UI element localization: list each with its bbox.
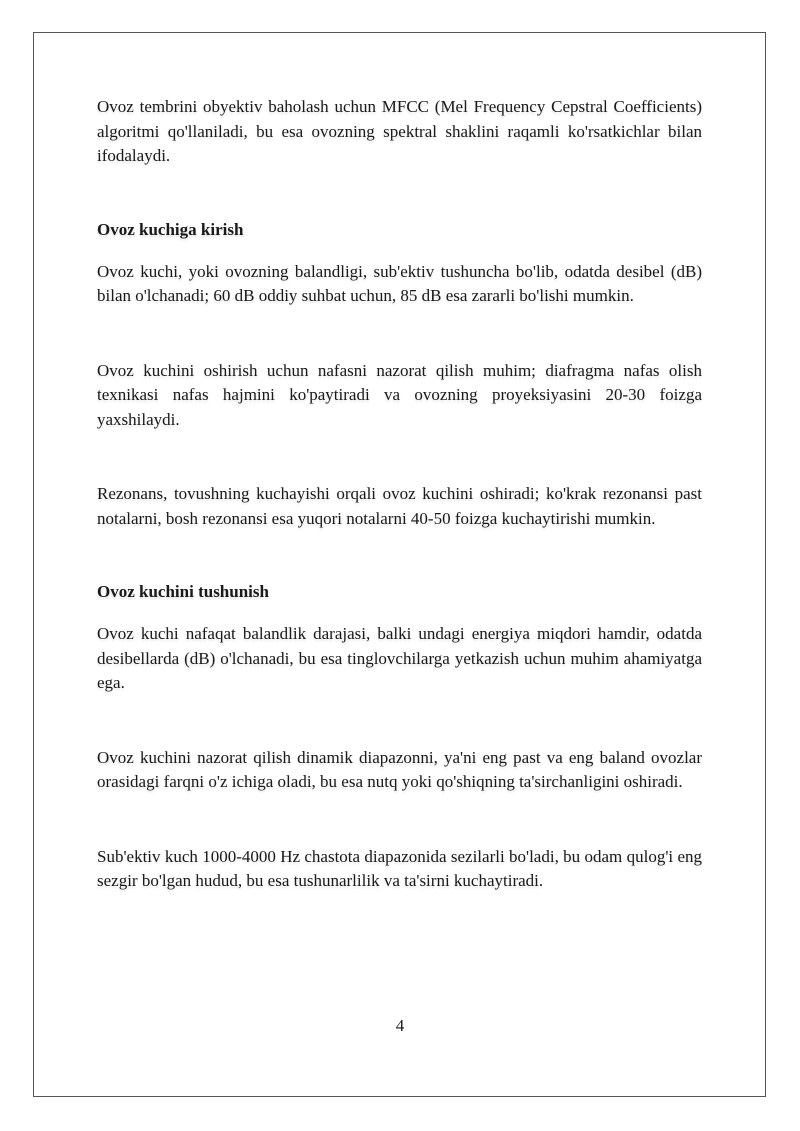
paragraph-nafas-nazorati: Ovoz kuchini oshirish uchun nafasni nazorat qilish muhim; diafragma nafas olish texnikasi nafas hajmini ko'paytiradi va ovozning proyeksiyasini 20-30 foizga yaxshilaydi. xyxy=(97,360,702,429)
paragraph-mfcc: Ovoz tembrini obyektiv baholash uchun MFCC (Mel Frequency Cepstral Coefficients) algoritmi qo'llaniladi, bu esa ovozning spektral shaklini raqamli ko'rsatkichlar bilan ifodalaydi. xyxy=(97,97,702,165)
page-number: 4 xyxy=(395,1016,405,1035)
paragraph-subektiv-kuch: Sub'ektiv kuch 1000-4000 Hz chastota diapazonida sezilarli bo'ladi, bu odam qulog'i eng sezgir bo'lgan hudud, bu esa tushunarlilik va ta'sirni kuchaytiradi. xyxy=(97,846,702,890)
document-body xyxy=(97,95,702,894)
paragraph-ovoz-kuchi-dB: Ovoz kuchi, yoki ovozning balandligi, sub'ektiv tushuncha bo'lib, odatda desibel (dB) bilan o'lchanadi; 60 dB oddiy suhbat uchun, 85 dB esa zararli bo'lishi mumkin. xyxy=(97,261,702,305)
paragraph-energiya-miqdori: Ovoz kuchi nafaqat balandlik darajasi, balki undagi energiya miqdori hamdir, odatda desibellarda (dB) o'lchanadi, bu esa tinglovchilarga yetkazish uchun muhim ahamiyatga ega. xyxy=(97,624,702,692)
paragraph-dinamik-diapazon: Ovoz kuchini nazorat qilish dinamik diapazonni, ya'ni eng past va eng baland ovozlar orasidagi farqni o'z ichiga oladi, bu esa nutq yoki qo'shiqning ta'sirchanligini oshiradi. xyxy=(97,747,702,791)
heading-ovoz-kuchiga-kirish: Ovoz kuchiga kirish xyxy=(97,219,244,239)
heading-ovoz-kuchini-tushunish: Ovoz kuchini tushunish xyxy=(97,582,269,601)
paragraph-rezonans: Rezonans, tovushning kuchayishi orqali ovoz kuchini oshiradi; ko'krak rezonansi past notalarni, bosh rezonansi esa yuqori notalarni 40-50 foizga kuchaytirishi mumkin. xyxy=(97,484,702,528)
